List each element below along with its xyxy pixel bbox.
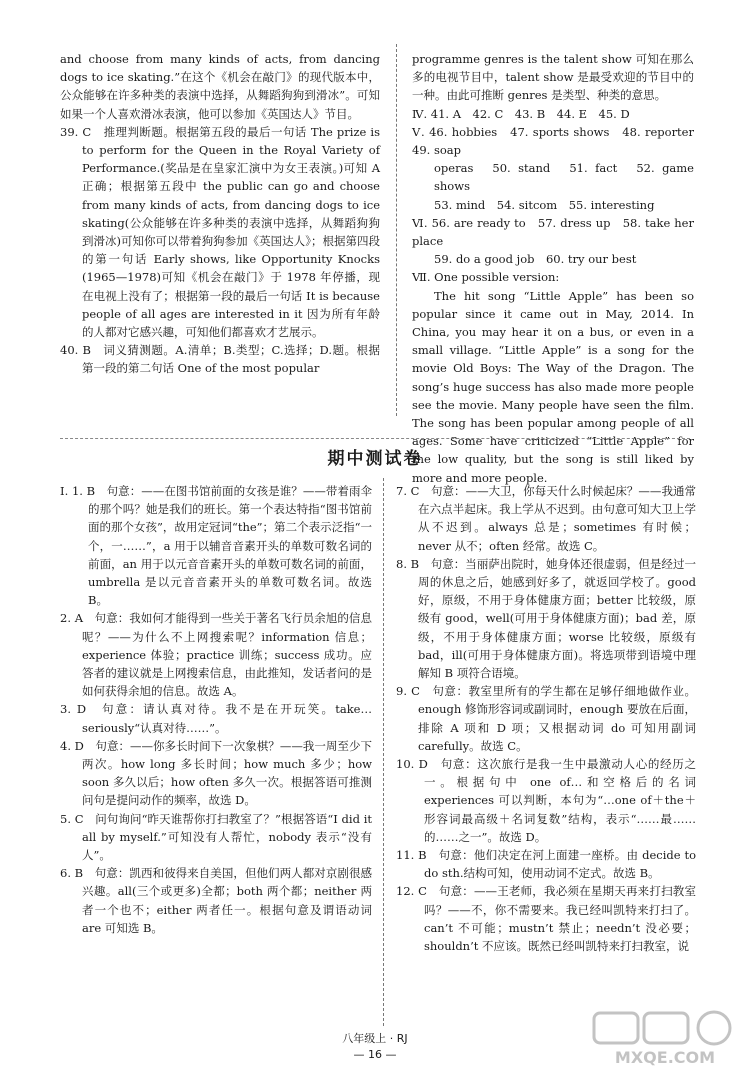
paragraph-continuation-right: programme genres is the talent show 可知在那么多的电视节目中，talent show 是最受欢迎的节目中的一种。由此可推断 genres 是类型、种类的意思。 xyxy=(412,52,694,103)
answer-12: 12. C 句意：——王老师，我必须在星期天再来打扫教室吗？——不，你不需要来。我已经叫凯特来打扫了。can’t 不可能；mustn’t 禁止；needn’t 没必要；shouldn’t 不应该。既然已经叫凯特来打扫教室，说 xyxy=(396,884,696,954)
answers-section-7: Ⅶ. One possible version: xyxy=(412,270,560,285)
section-divider xyxy=(60,438,690,439)
paragraph-continuation: and choose from many kinds of acts, from dancing dogs to ice skating.”在这个《机会在敲门》的现代版本中，公众能够在许多种类的表演中选择，从舞蹈狗狗到滑冰”。可知如果一个人喜欢滑冰表演，他可以参加《英国达人》节目。 xyxy=(60,52,380,121)
answer-8: 8. B 句意：当丽萨出院时，她身体还很虚弱，但是经过一周的休息之后，她感到好多了，就返回学校了。good 好，原级，不用于身体健康方面；better 比较级，原级有 good，well(可用于身体健康方面)；bad 差，原级，不用于身体健康方面；worse 比较级，原级有 bad，ill(可用于身体健康方面)。将选项带到语境中理解知 B 项符合语境。 xyxy=(396,556,696,681)
answer-40: 40. B 词义猜测题。A.清单；B.类型；C.选择；D.题。根据第一段的第二句话 One of the most popular xyxy=(60,343,380,376)
answers-section-6-line2: 59. do a good job 60. try our best xyxy=(434,252,637,267)
answers-section-5-line3: 53. mind 54. sitcom 55. interesting xyxy=(434,197,655,212)
section-title: 期中测试卷 xyxy=(327,449,423,469)
watermark-text: MXQE.COM xyxy=(614,1048,716,1067)
answers-section-5-line2: operas 50. stand 51. fact 52. game shows xyxy=(434,161,694,194)
answer-9: 9. C 句意：教室里所有的学生都在足够仔细地做作业。enough 修饰形容词或副词时，enough 要放在后面，排除 A 项和 D 项；又根据动词 do 可知用副词 carefully。故选 C。 xyxy=(396,684,696,753)
answer-1: Ⅰ. 1. B 句意：——在图书馆前面的女孩是谁？——带着雨伞的那个吗？她是我们的班长。第一个表达特指“图书馆前面的那个女孩”，故用定冠词“the”；第二个表示泛指“一个，一……”，a 用于以辅音音素开头的单数可数名词的前面，an 用于以元音音素开头的单数可数名词的前面，umbrella 是以元音音素开头的单数可数名词。故选 B。 xyxy=(60,484,372,608)
bottom-left-column xyxy=(60,482,372,937)
answer-4: 4. D 句意：——你多长时间下一次象棋？——我一周至少下两次。how long 多长时间；how much 多少；how soon 多久以后；how often 多久一次。根据答语可推测问句是提问动作的频率，故选 D。 xyxy=(60,738,372,808)
top-left-column xyxy=(60,50,380,378)
footer-grade: 八年级上 · RJ xyxy=(342,1032,408,1045)
answer-7: 7. C 句意：——大卫，你每天什么时候起床？——我通常在六点半起床。我上学从不迟到。由句意可知大卫上学从不迟到。always 总是；sometimes 有时候；never 从不；often 经常。故选 C。 xyxy=(396,484,696,553)
answer-10: 10. D 句意：这次旅行是我一生中最激动人心的经历之一。根据句中 one of…和空格后的名词 experiences 可以判断，本句为“…one of＋the＋形容词最高级＋名词复数”结构，表示“……最……的……之一”。故选 D。 xyxy=(396,757,696,844)
answer-5: 5. C 问句询问“昨天谁帮你打扫教室了？”根据答语“I did it all by myself.”可知没有人帮忙，nobody 表示“没有人”。 xyxy=(60,811,372,863)
answers-section-6-line1: Ⅵ. 56. are ready to 57. dress up 58. take her place xyxy=(412,215,694,249)
answer-11: 11. B 句意：他们决定在河上面建一座桥。由 decide to do sth.结构可知，使用动词不定式。故选 B。 xyxy=(396,848,696,881)
sample-essay: The hit song “Little Apple” has been so popular since it came out in May, 2014. In China, you may hear it on a bus, or even in a small village. “Little Apple” is a song for the movie Old Boys: The Way of the Dragon. The song’s huge success has also made more people see the movie. Many people have seen the film. The song has been popular among people of all ages. Some have criticized “Little Apple” for the low quality, but the song is still liked by more and more people. xyxy=(412,288,694,485)
bottom-right-column xyxy=(396,482,696,955)
answer-3: 3. D 句意：请认真对待。我不是在开玩笑。take…seriously“认真对待……”。 xyxy=(60,702,372,735)
answer-39: 39. C 推理判断题。根据第五段的最后一句话 The prize is to perform for the Queen in the Royal Variety of Performance.(奖品是在皇家汇演中为女王表演。)可知 A 正确；根据第五段中 the public can go and choose from many kinds of acts, from dancing dogs to ice skating(公众能够在许多种类的表演中选择，从舞蹈狗狗到滑冰)可知你可以带着狗狗参加《英国达人》；根据第四段的第一句话 Early shows, like Opportunity Knocks (1965—1978)可知《机会在敲门》于 1978 年停播，现在电视上没有了；根据第一段的最后一句话 It is because people of all ages are interested in it 因为所有年龄的人都对它感兴趣，可知他们都喜欢才艺展示。 xyxy=(60,124,380,340)
answers-section-5-line1: Ⅴ. 46. hobbies 47. sports shows 48. reporter 49. soap xyxy=(412,124,706,158)
watermark-logo xyxy=(590,1009,740,1069)
top-right-column xyxy=(412,50,706,487)
footer-page-number: — 16 — xyxy=(353,1048,397,1061)
watermark-icon xyxy=(590,1009,740,1069)
answer-6: 6. B 句意：凯西和彼得来自美国，但他们两人都对京剧很感兴趣。all(三个或更多)全都；both 两个都；neither 两者一个也不；either 两者任一。根据句意及谓语动词 are 可知选 B。 xyxy=(60,866,372,935)
top-column-divider xyxy=(396,44,397,416)
bottom-column-divider xyxy=(383,478,384,1026)
answer-2: 2. A 句意：我如何才能得到一些关于著名飞行员余旭的信息呢？——为什么不上网搜索呢？information 信息；experience 体验；practice 训练；success 成功。应答者的建议就是上网搜索信息，由此推知，发话者问的是如何获得余旭的信息。故选 A。 xyxy=(60,611,372,699)
answers-section-4: Ⅳ. 41. A 42. C 43. B 44. E 45. D xyxy=(412,106,630,121)
